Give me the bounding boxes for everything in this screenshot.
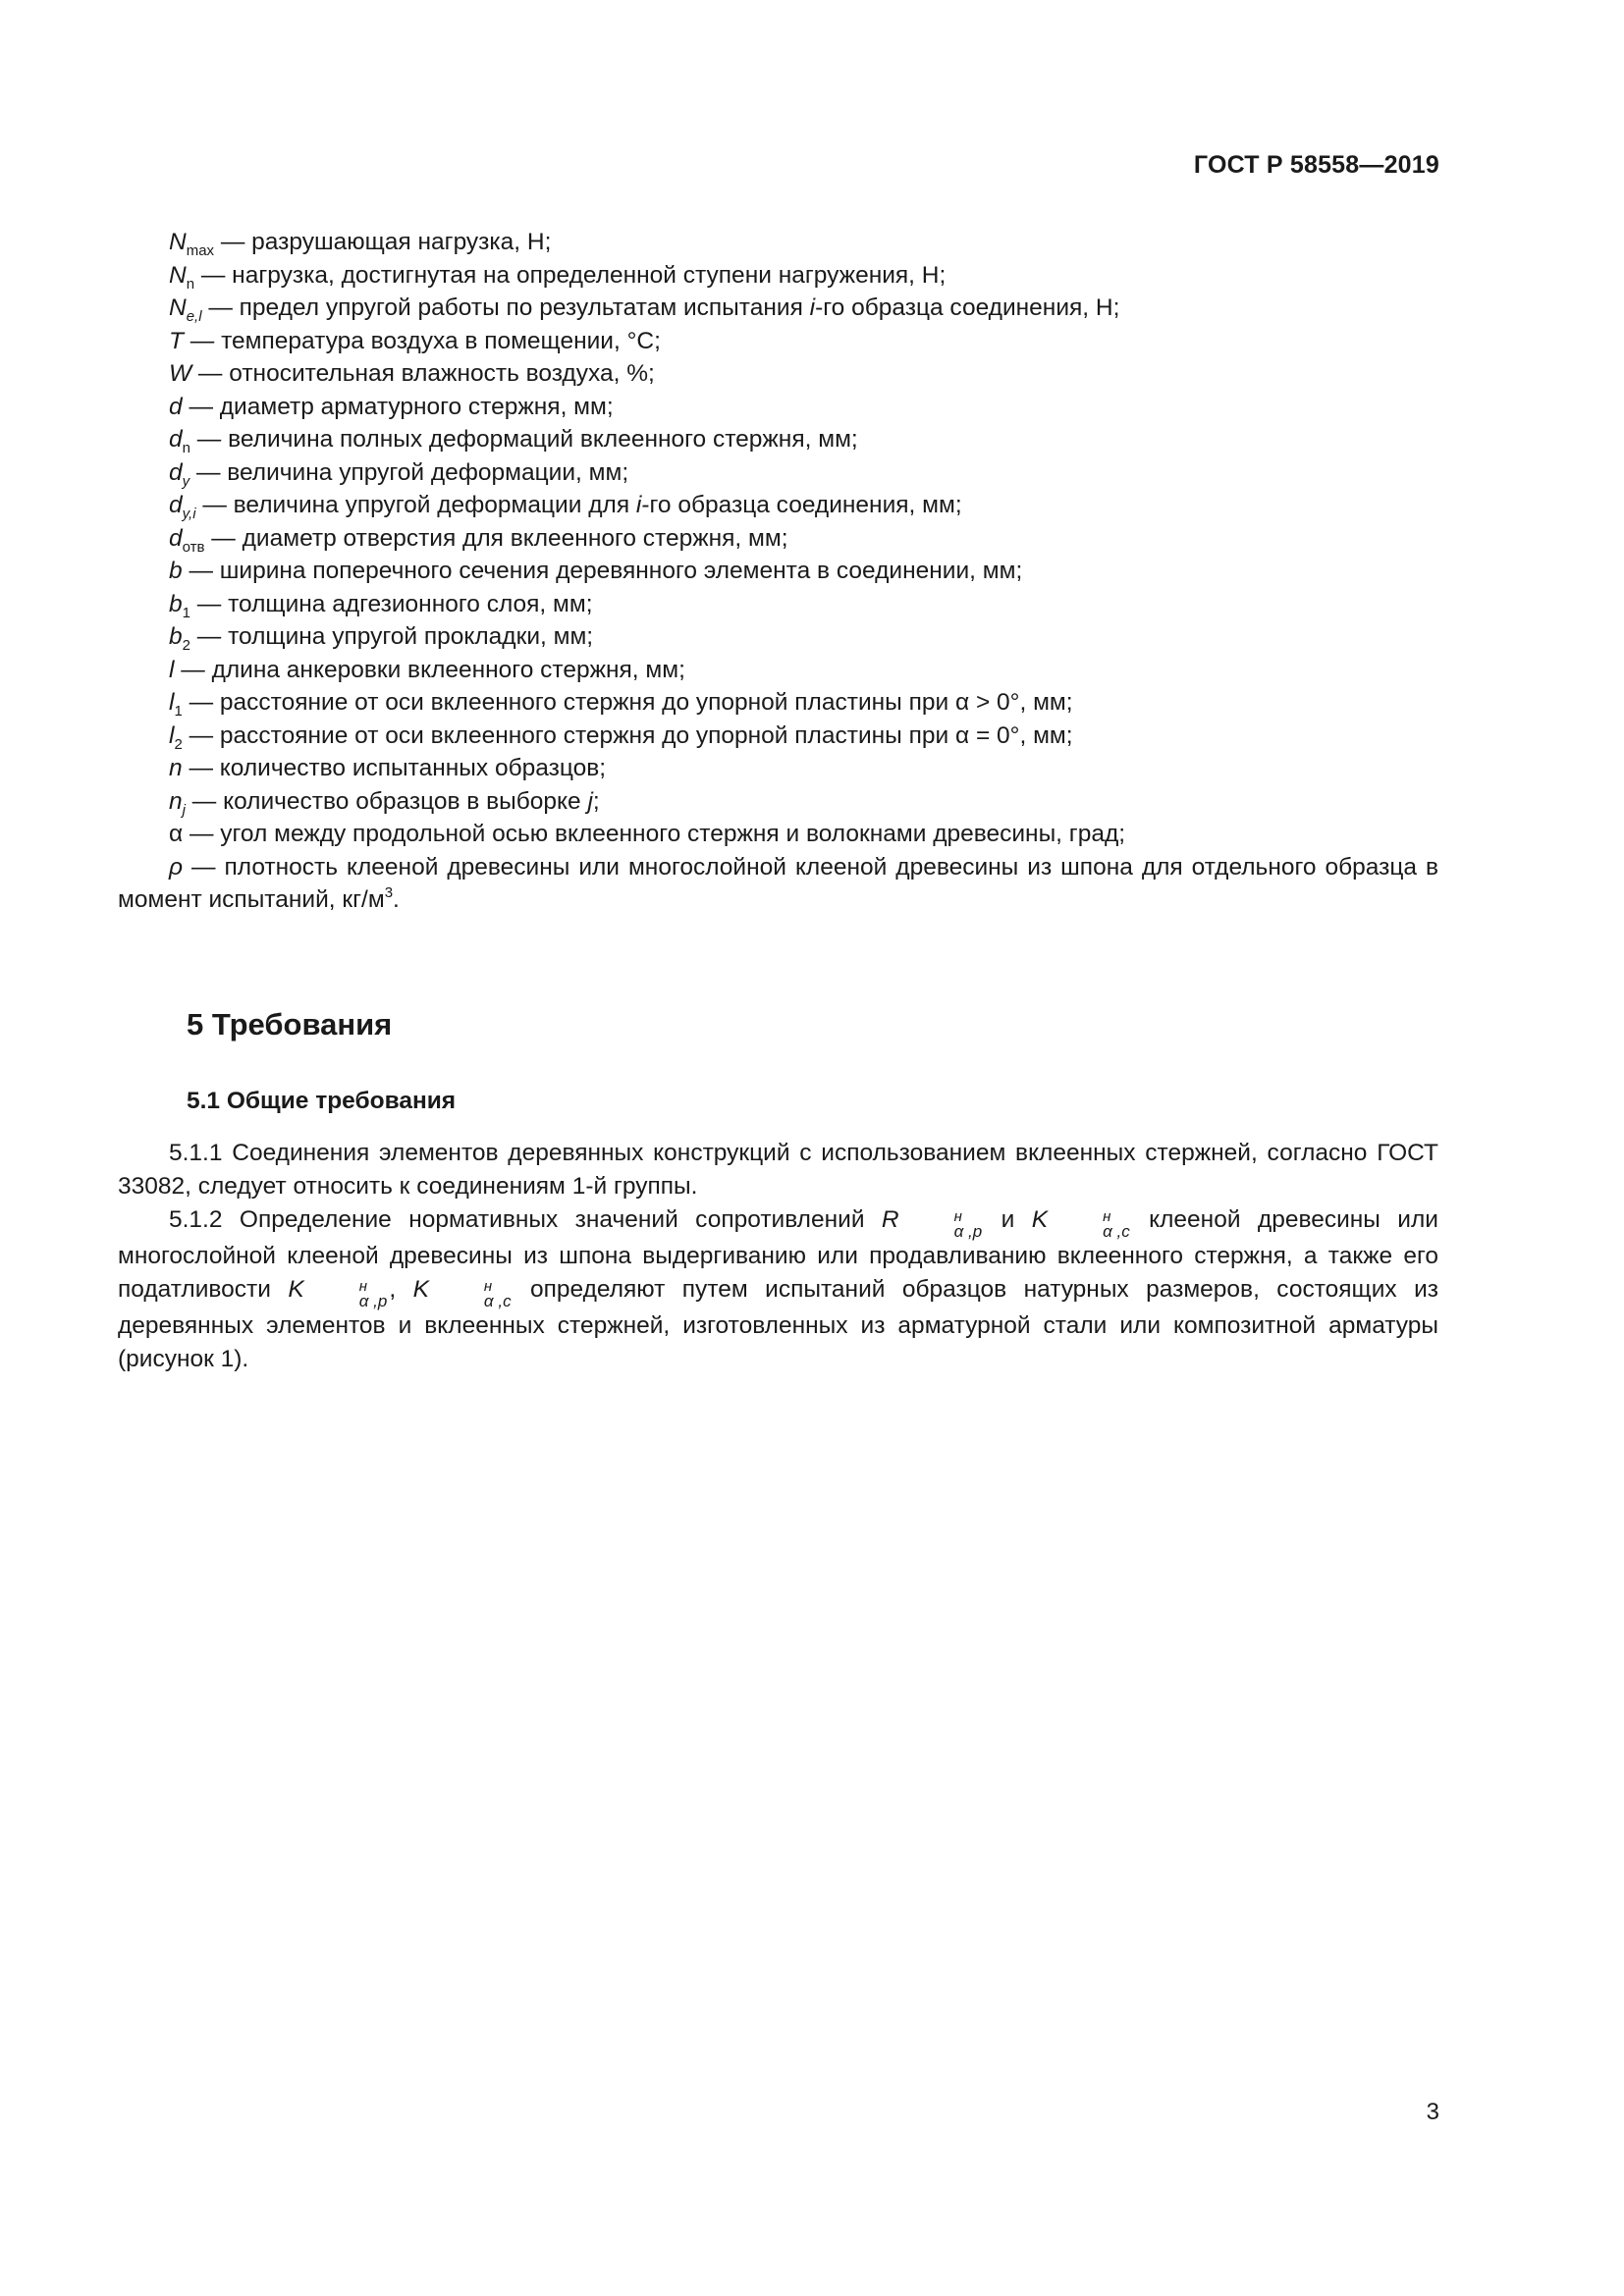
definition-symbol: d — [169, 492, 183, 518]
symbol-definitions-list — [118, 226, 1438, 917]
k3-symbol: K — [412, 1276, 429, 1303]
p2-text-a: 5.1.2 Определение нормативных значений сопротивлений — [169, 1206, 882, 1233]
definition-line — [118, 522, 1438, 556]
definition-line — [118, 226, 1438, 259]
k2-superscript: н — [358, 1278, 367, 1295]
definition-symbol: N — [169, 261, 187, 289]
definition-text-end: -го образца соединения, мм; — [641, 492, 962, 518]
definition-symbol: W — [169, 360, 192, 387]
r-symbol: R — [881, 1206, 899, 1233]
definition-line — [118, 654, 1438, 687]
definition-text: — толщина адгезионного слоя, мм; — [189, 590, 593, 617]
document-code-header: ГОСТ Р 58558—2019 — [1193, 151, 1439, 179]
definition-text: — расстояние от оси вклеенного стержня до упорной пластины при α = 0°, мм; — [182, 721, 1073, 749]
definition-text: — ширина поперечного сечения деревянного элемента в соединении, мм; — [182, 558, 1023, 584]
definition-text: — величина упругой деформации, мм; — [189, 458, 629, 486]
definition-line — [118, 489, 1438, 522]
p2-text-b: клееной древесины или многослойной клееной древесины из шпона выдергиванию или продавливанию вклеенного стержня, а также его податливости — [118, 1206, 1438, 1303]
k3-superscript: н — [483, 1278, 493, 1295]
definition-line — [118, 752, 1438, 785]
r-superscript: н — [953, 1208, 962, 1225]
definition-subscript: y,i — [182, 506, 196, 522]
k1-superscript: н — [1103, 1208, 1111, 1225]
k1-symbol: K — [1031, 1206, 1049, 1233]
definition-text: — температура воздуха в помещении, °С; — [183, 327, 661, 354]
definition-subscript: max — [186, 242, 215, 259]
r-subscript: α ,p — [953, 1222, 983, 1241]
definition-symbol: ρ — [169, 853, 184, 881]
definition-line — [118, 292, 1438, 325]
definition-symbol: d — [169, 393, 183, 420]
definition-line — [118, 720, 1438, 753]
definition-text: — количество испытанных образцов; — [182, 755, 607, 781]
definition-subscript: 2 — [174, 735, 183, 753]
definition-text: — разрушающая нагрузка, Н; — [214, 229, 552, 255]
definition-text: — величина упругой деформации для — [195, 492, 636, 518]
k2-subscript: α ,p — [358, 1292, 388, 1310]
definition-text: — диаметр арматурного стержня, мм; — [182, 393, 614, 420]
definition-text: — относительная влажность воздуха, %; — [191, 360, 655, 387]
definition-line — [118, 391, 1438, 424]
definition-text: — количество образцов в выборке — [185, 787, 588, 815]
definition-subscript: 2 — [182, 637, 190, 654]
definition-symbol: l — [169, 721, 175, 749]
paragraph-5-1-2-text — [118, 1203, 1438, 1376]
definition-line — [118, 456, 1438, 490]
definition-line-density — [118, 851, 1438, 917]
definition-text: — диаметр отверстия для вклеенного стержня, мм; — [204, 524, 788, 552]
definition-text: — предел упругой работы по результатам испытания — [201, 294, 810, 321]
definition-text: — длина анкеровки вклеенного стержня, мм; — [174, 656, 685, 683]
p2-and: и — [984, 1206, 1032, 1233]
definition-symbol: N — [169, 229, 187, 255]
definition-text: — расстояние от оси вклеенного стержня до упорной пластины при α > 0°, мм; — [182, 689, 1073, 716]
definition-symbol: α — [169, 821, 184, 847]
definition-index: i — [635, 492, 642, 518]
definition-symbol: b — [169, 623, 183, 650]
definition-line — [118, 259, 1438, 293]
p2-text-c: определяют путем испытаний образцов натурных размеров, состоящих из деревянных элементов и вклеенных стержней, изготовленных из арматурной стали или композитной арматуры (рисунок 1). — [118, 1276, 1438, 1372]
definition-text: — величина полных деформаций вклеенного стержня, мм; — [189, 426, 858, 453]
definition-text-end: ; — [592, 787, 600, 815]
definition-subscript: y — [182, 472, 190, 490]
section-heading: 5 Требования — [187, 1007, 393, 1041]
definition-symbol: n — [169, 755, 183, 781]
definition-symbol: d — [169, 524, 183, 552]
definition-subscript: 1 — [174, 703, 183, 720]
k3-subscript: α ,c — [483, 1292, 512, 1310]
definition-text: — плотность клееной древесины или многослойной клееной древесины из шпона для отдельного образца в момент испытаний, кг/м — [118, 853, 1438, 913]
subsection-heading: 5.1 Общие требования — [187, 1088, 457, 1114]
definition-symbol: T — [169, 327, 184, 354]
definition-line — [118, 357, 1438, 391]
definition-text-end: . — [393, 886, 400, 913]
page-number: 3 — [1426, 2099, 1439, 2125]
definition-line — [118, 785, 1438, 819]
definition-text-end: -го образца соединения, Н; — [815, 294, 1120, 321]
k2-symbol: K — [288, 1276, 304, 1303]
definition-symbol: n — [169, 787, 183, 815]
paragraph-5-1-1 — [118, 1137, 1438, 1203]
definition-index: j — [587, 787, 593, 815]
definition-subscript: j — [182, 801, 186, 819]
definition-line — [118, 620, 1438, 654]
definition-index: i — [809, 294, 816, 321]
definition-symbol: d — [169, 458, 183, 486]
definition-line — [118, 555, 1438, 588]
definition-subscript: n — [186, 275, 195, 293]
definition-symbol: l — [169, 689, 175, 716]
definition-subscript: n — [182, 440, 190, 456]
definition-subscript: e,l — [186, 308, 202, 325]
paragraph-5-1-1-text: 5.1.1 Соединения элементов деревянных конструкций с использованием вклеенных стержней, согласно ГОСТ 33082, следует относить к соединениям 1-й группы. — [118, 1140, 1438, 1200]
definition-superscript: 3 — [384, 884, 394, 901]
definition-symbol: N — [169, 294, 187, 321]
definition-line — [118, 588, 1438, 621]
definition-symbol: b — [169, 590, 183, 617]
definition-subscript: 1 — [182, 604, 190, 621]
definition-line — [118, 686, 1438, 720]
definition-text: — нагрузка, достигнутая на определенной ступени нагружения, Н; — [194, 261, 947, 289]
definition-line — [118, 325, 1438, 358]
definition-text: — толщина упругой прокладки, мм; — [189, 623, 594, 650]
definition-text: — угол между продольной осью вклеенного стержня и волокнами древесины, град; — [183, 821, 1126, 847]
definition-subscript: отв — [182, 538, 205, 556]
definition-line — [118, 423, 1438, 456]
definition-line — [118, 818, 1438, 851]
paragraph-5-1-2 — [118, 1203, 1438, 1376]
definition-symbol: b — [169, 558, 183, 584]
p2-comma: , — [389, 1276, 413, 1303]
k1-subscript: α ,c — [1103, 1222, 1130, 1241]
definition-symbol: d — [169, 426, 183, 453]
definition-symbol: l — [169, 656, 175, 683]
